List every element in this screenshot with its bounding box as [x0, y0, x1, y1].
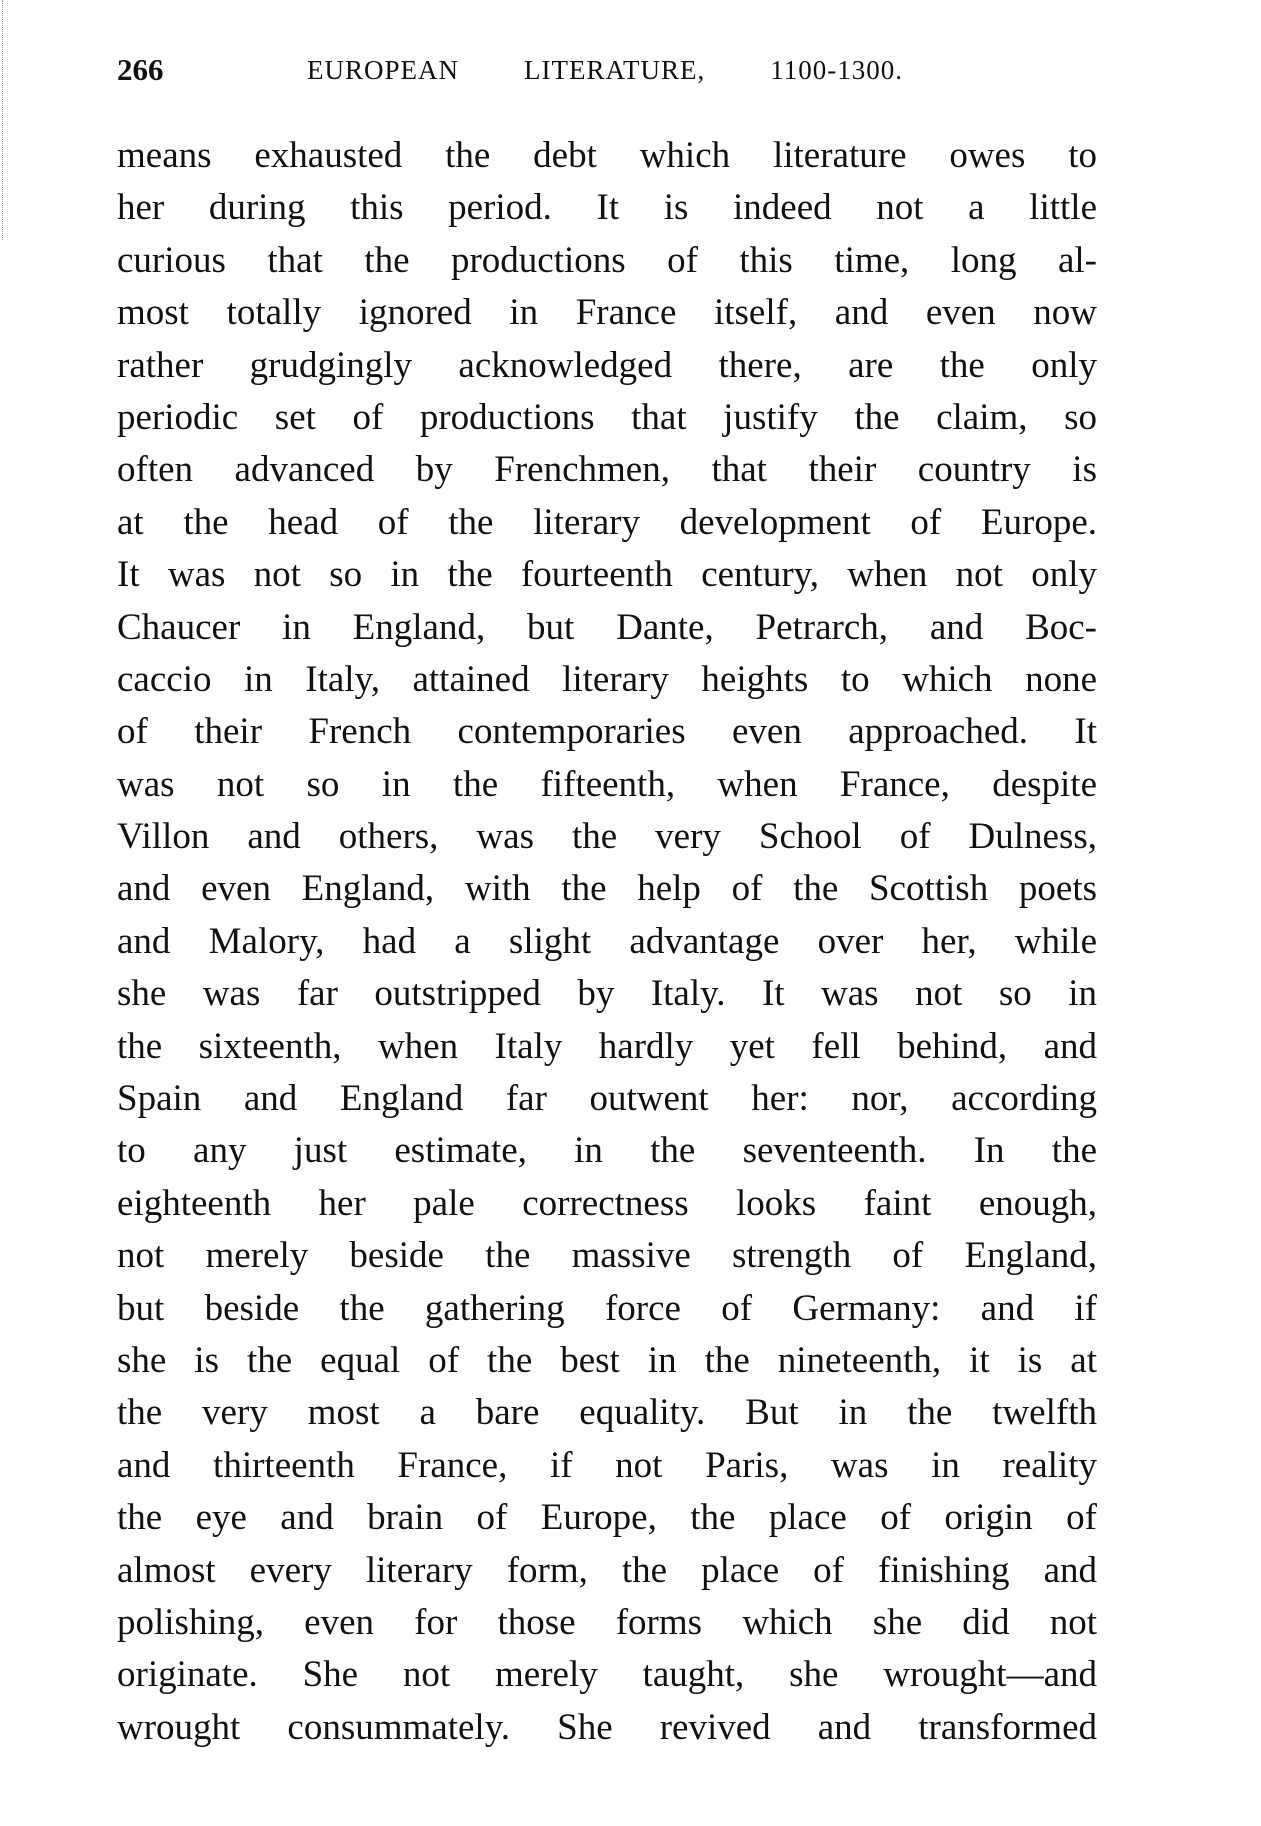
text-line: the sixteenth, when Italy hardly yet fell behind, and [117, 1025, 1097, 1067]
text-line: It was not so in the fourteenth century, when not only [117, 554, 1097, 596]
text-line: almost every literary form, the place of finishing and [117, 1549, 1097, 1591]
text-line: curious that the productions of this time, long al- [117, 239, 1097, 281]
text-line: and even England, with the help of the Scottish poets [117, 868, 1097, 910]
text-line: Chaucer in England, but Dante, Petrarch, and Boc- [117, 606, 1097, 648]
scan-edge-marks [2, 0, 4, 240]
text-line: wrought consummately. She revived and transformed [117, 1706, 1097, 1748]
text-line: but beside the gathering force of Germany: and if [117, 1287, 1097, 1329]
running-title: EUROPEAN LITERATURE, 1100-1300. [307, 55, 903, 85]
text-line: her during this period. It is indeed not a little [117, 187, 1097, 229]
text-line: at the head of the literary development of Europe. [117, 501, 1097, 543]
text-line: means exhausted the debt which literature owes to [117, 135, 1097, 176]
text-line: to any just estimate, in the seventeenth. In the [117, 1130, 1097, 1172]
text-line: polishing, even for those forms which she did not [117, 1601, 1097, 1643]
text-line: eighteenth her pale correctness looks faint enough, [117, 1182, 1097, 1224]
text-line: of their French contemporaries even approached. It [117, 711, 1097, 753]
text-line: the very most a bare equality. But in the twelfth [117, 1392, 1097, 1434]
text-line: caccio in Italy, attained literary heights to which none [117, 658, 1097, 700]
text-line: she was far outstripped by Italy. It was not so in [117, 973, 1097, 1015]
text-line: rather grudgingly acknowledged there, are the only [117, 344, 1097, 386]
page-body-text [117, 130, 1097, 1754]
text-line: Spain and England far outwent her: nor, according [117, 1078, 1097, 1120]
text-line: she is the equal of the best in the nineteenth, it is at [117, 1339, 1097, 1381]
text-line: was not so in the fifteenth, when France, despite [117, 763, 1097, 805]
text-line: originate. She not merely taught, she wrought—and [117, 1654, 1097, 1696]
text-line: periodic set of productions that justify the claim, so [117, 396, 1097, 438]
text-line: the eye and brain of Europe, the place of origin of [117, 1497, 1097, 1539]
text-line: not merely beside the massive strength of England, [117, 1235, 1097, 1277]
text-line: and Malory, had a slight advantage over her, while [117, 920, 1097, 962]
text-line: often advanced by Frenchmen, that their country is [117, 449, 1097, 491]
text-line: most totally ignored in France itself, and even now [117, 292, 1097, 334]
page-number: 266 [117, 52, 164, 87]
text-line: and thirteenth France, if not Paris, was in reality [117, 1444, 1097, 1486]
text-line: Villon and others, was the very School of Dulness, [117, 816, 1097, 858]
